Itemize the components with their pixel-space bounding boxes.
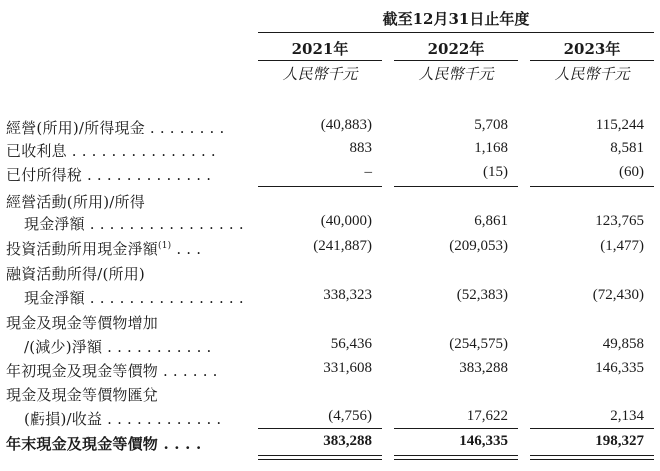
row-label-text: /(減少)淨額 — [24, 338, 103, 356]
row-label-text: 年末現金及現金等價物 — [6, 435, 159, 453]
footnote-marker: (1) — [158, 241, 172, 251]
row-value: 115,244 — [595, 117, 644, 133]
row-value: (1,477) — [600, 238, 644, 254]
row-label-text: 現金及現金等價物匯兌 — [6, 386, 159, 404]
row-value: 1,168 — [474, 140, 508, 156]
unit-2023: 人民幣千元 — [554, 65, 630, 83]
row-value: (254,575) — [449, 336, 508, 352]
leader-dots: . . . . . . . . . . . . . — [82, 166, 212, 184]
unit-2021: 人民幣千元 — [282, 65, 358, 83]
subtotal-line — [394, 186, 518, 187]
subtotal-line — [530, 428, 654, 429]
row-value: 6,861 — [474, 213, 508, 229]
row-label-text: 年初現金及現金等價物 — [6, 362, 159, 380]
row-label — [6, 263, 145, 284]
row-value: (209,053) — [449, 238, 508, 254]
period-underline — [258, 32, 654, 33]
row-value: (60) — [619, 164, 644, 180]
total-double-underline — [258, 455, 382, 460]
row-label-text: 融資活動所得/(所用) — [6, 265, 145, 283]
total-double-underline — [394, 455, 518, 460]
row-label-text: 投資活動所用現金淨額 — [6, 240, 159, 258]
row-value: 146,335 — [459, 433, 508, 449]
row-label-text: 已付所得稅 — [6, 166, 83, 184]
row-label — [6, 384, 158, 405]
row-value: 5,708 — [474, 117, 508, 133]
leader-dots: . . . . . . . . — [144, 119, 225, 137]
row-label — [6, 360, 218, 381]
year-2022-header: 2022年 — [427, 40, 485, 58]
row-value: (40,000) — [320, 213, 372, 229]
row-label-text: 現金及現金等價物增加 — [6, 314, 159, 332]
leader-dots: . . . . . . . . . . . . . . . . — [84, 289, 244, 307]
row-label — [6, 238, 201, 259]
row-value: (15) — [483, 164, 508, 180]
year-underline — [394, 60, 518, 61]
row-label — [24, 408, 221, 429]
row-value: (72,430) — [592, 287, 644, 303]
year-2021-header: 2021年 — [291, 40, 349, 58]
row-value: – — [364, 164, 372, 180]
leader-dots: . . . . . . . . . . . — [102, 338, 212, 356]
unit-2022: 人民幣千元 — [418, 65, 494, 83]
row-value: 146,335 — [595, 360, 644, 376]
row-value: 17,622 — [466, 408, 508, 424]
row-value: 338,323 — [323, 287, 372, 303]
row-value: 2,134 — [610, 408, 644, 424]
row-value: (52,383) — [456, 287, 508, 303]
subtotal-line — [258, 186, 382, 187]
row-label — [24, 336, 211, 357]
row-label — [6, 191, 145, 212]
row-label-text: (虧損)/收益 — [24, 410, 103, 428]
row-label — [6, 140, 216, 161]
row-label-text: 經營活動(所用)/所得 — [6, 193, 145, 211]
leader-dots: . . . . . . . . . . . . — [102, 410, 222, 428]
year-2023-header: 2023年 — [563, 40, 621, 58]
leader-dots: . . . . . . — [158, 362, 218, 380]
year-underline — [530, 60, 654, 61]
row-label — [24, 213, 244, 234]
row-label — [6, 312, 158, 333]
total-double-underline — [530, 455, 654, 460]
row-value: 8,581 — [610, 140, 644, 156]
row-label — [6, 433, 201, 454]
row-value: 883 — [349, 140, 372, 156]
leader-dots: . . . . . . . . . . . . . . . . — [84, 215, 244, 233]
row-label-text: 經營(所用)/所得現金 — [6, 119, 145, 137]
row-value: 56,436 — [330, 336, 372, 352]
row-value: (40,883) — [320, 117, 372, 133]
row-label — [6, 117, 224, 138]
row-value: 198,327 — [595, 433, 644, 449]
leader-dots: . . . . . . . . . . . . . . . — [66, 142, 216, 160]
row-value: 123,765 — [595, 213, 644, 229]
subtotal-line — [258, 428, 382, 429]
leader-dots: . . . . — [158, 435, 202, 453]
subtotal-line — [394, 428, 518, 429]
subtotal-line — [530, 186, 654, 187]
row-label-text: 已收利息 — [6, 142, 67, 160]
leader-dots: . . . — [171, 240, 202, 258]
row-value: 383,288 — [459, 360, 508, 376]
row-label-text: 現金淨額 — [24, 289, 85, 307]
row-label — [24, 287, 244, 308]
row-label — [6, 164, 211, 185]
row-value: (4,756) — [328, 408, 372, 424]
row-value: 383,288 — [323, 433, 372, 449]
row-value: (241,887) — [313, 238, 372, 254]
year-underline — [258, 60, 382, 61]
row-value: 49,858 — [602, 336, 644, 352]
period-heading: 截至12月31日止年度 — [382, 10, 530, 28]
row-value: 331,608 — [323, 360, 372, 376]
row-label-text: 現金淨額 — [24, 215, 85, 233]
